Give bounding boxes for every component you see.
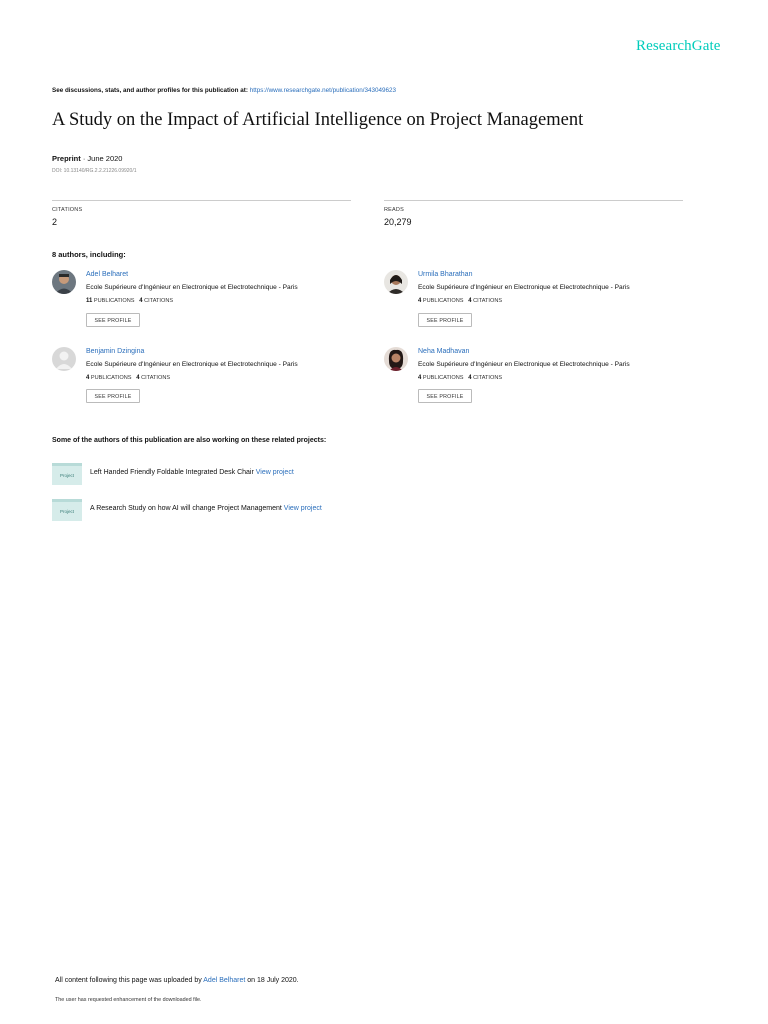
author-card [52,270,382,340]
publications-label: PUBLICATIONS [90,375,132,381]
project-text [90,469,294,476]
citations-count: 4 [468,375,472,381]
author-affiliation: Ecole Supérieure d'Ingénieur en Electronique et Electrotechnique - Paris [418,361,630,368]
upload-statement [55,977,299,984]
project-thumbnail [52,463,82,485]
author-stats [86,375,170,381]
enhancement-note: The user has requested enhancement of the downloaded file. [55,997,202,1003]
publication-title: A Study on the Impact of Artificial Intelligence on Project Management [52,110,584,130]
project-thumbnail-label: Project [59,473,74,478]
project-thumbnail [52,499,82,521]
avatar-placeholder[interactable] [52,347,76,371]
author-affiliation: Ecole Supérieure d'Ingénieur en Electronique et Electrotechnique - Paris [86,361,298,368]
citations-count: 4 [139,298,143,304]
discussions-line [52,87,396,94]
citations-divider [52,200,351,201]
publications-count: 4 [418,298,422,304]
project-thumbnail-label: Project [59,509,74,514]
author-stats [418,375,502,381]
citations-label: CITATIONS [473,375,503,381]
reads-label: READS [384,207,404,213]
citations-label: CITATIONS [144,298,174,304]
reads-value: 20,279 [384,217,412,227]
publications-count: 11 [86,298,93,304]
related-projects-heading: Some of the authors of this publication are also working on these related projects: [52,437,327,444]
publications-count: 4 [86,375,90,381]
author-card [52,347,382,417]
author-name-link[interactable]: Benjamin Dzingina [86,348,145,355]
author-stats [418,298,502,304]
publications-count: 4 [418,375,422,381]
citations-count: 4 [136,375,140,381]
publications-label: PUBLICATIONS [422,375,464,381]
project-text [90,505,322,512]
citations-label: CITATIONS [52,207,83,213]
publication-url-link[interactable]: https://www.researchgate.net/publication/343049623 [249,87,397,94]
avatar[interactable] [52,270,76,294]
author-card [384,270,714,340]
citations-count: 4 [468,298,472,304]
publication-date: · June 2020 [80,154,123,163]
view-project-link[interactable]: View project [255,469,294,476]
author-name-link[interactable]: Neha Madhavan [418,348,470,355]
publication-type: Preprint [52,154,81,163]
related-project-row [52,499,452,523]
author-stats [86,298,173,304]
avatar[interactable] [384,270,408,294]
publications-label: PUBLICATIONS [422,298,464,304]
author-name-link[interactable]: Adel Belharet [86,271,129,278]
citations-label: CITATIONS [141,375,171,381]
see-profile-button[interactable]: SEE PROFILE [86,313,140,327]
publication-type-date [52,154,122,163]
see-profile-button[interactable]: SEE PROFILE [418,313,472,327]
see-profile-button[interactable]: SEE PROFILE [86,389,140,403]
authors-heading: 8 authors, including: [52,250,126,259]
author-card [384,347,714,417]
discussions-text: See discussions, stats, and author profiles for this publication at: [52,87,248,94]
citations-label: CITATIONS [473,298,503,304]
uploader-link[interactable]: Adel Belharet [203,977,246,984]
related-project-row [52,463,452,487]
author-name-link[interactable]: Urmila Bharathan [418,271,473,278]
reads-divider [384,200,683,201]
view-project-link[interactable]: View project [283,505,322,512]
see-profile-button[interactable]: SEE PROFILE [418,389,472,403]
author-affiliation: Ecole Supérieure d'Ingénieur en Electronique et Electrotechnique - Paris [418,284,630,291]
citations-value: 2 [52,217,58,227]
publication-doi: DOI: 10.13140/RG.2.2.21226.09920/1 [52,168,137,174]
project-title: A Research Study on how AI will change Project Management [90,505,284,512]
publications-label: PUBLICATIONS [93,298,135,304]
avatar[interactable] [384,347,408,371]
author-affiliation: Ecole Supérieure d'Ingénieur en Electronique et Electrotechnique - Paris [86,284,298,291]
project-title: Left Handed Friendly Foldable Integrated Desk Chair [90,469,256,476]
upload-suffix: on 18 July 2020. [245,977,299,984]
researchgate-logo[interactable]: ResearchGate [636,38,721,54]
upload-prefix: All content following this page was uploaded by [55,977,204,984]
